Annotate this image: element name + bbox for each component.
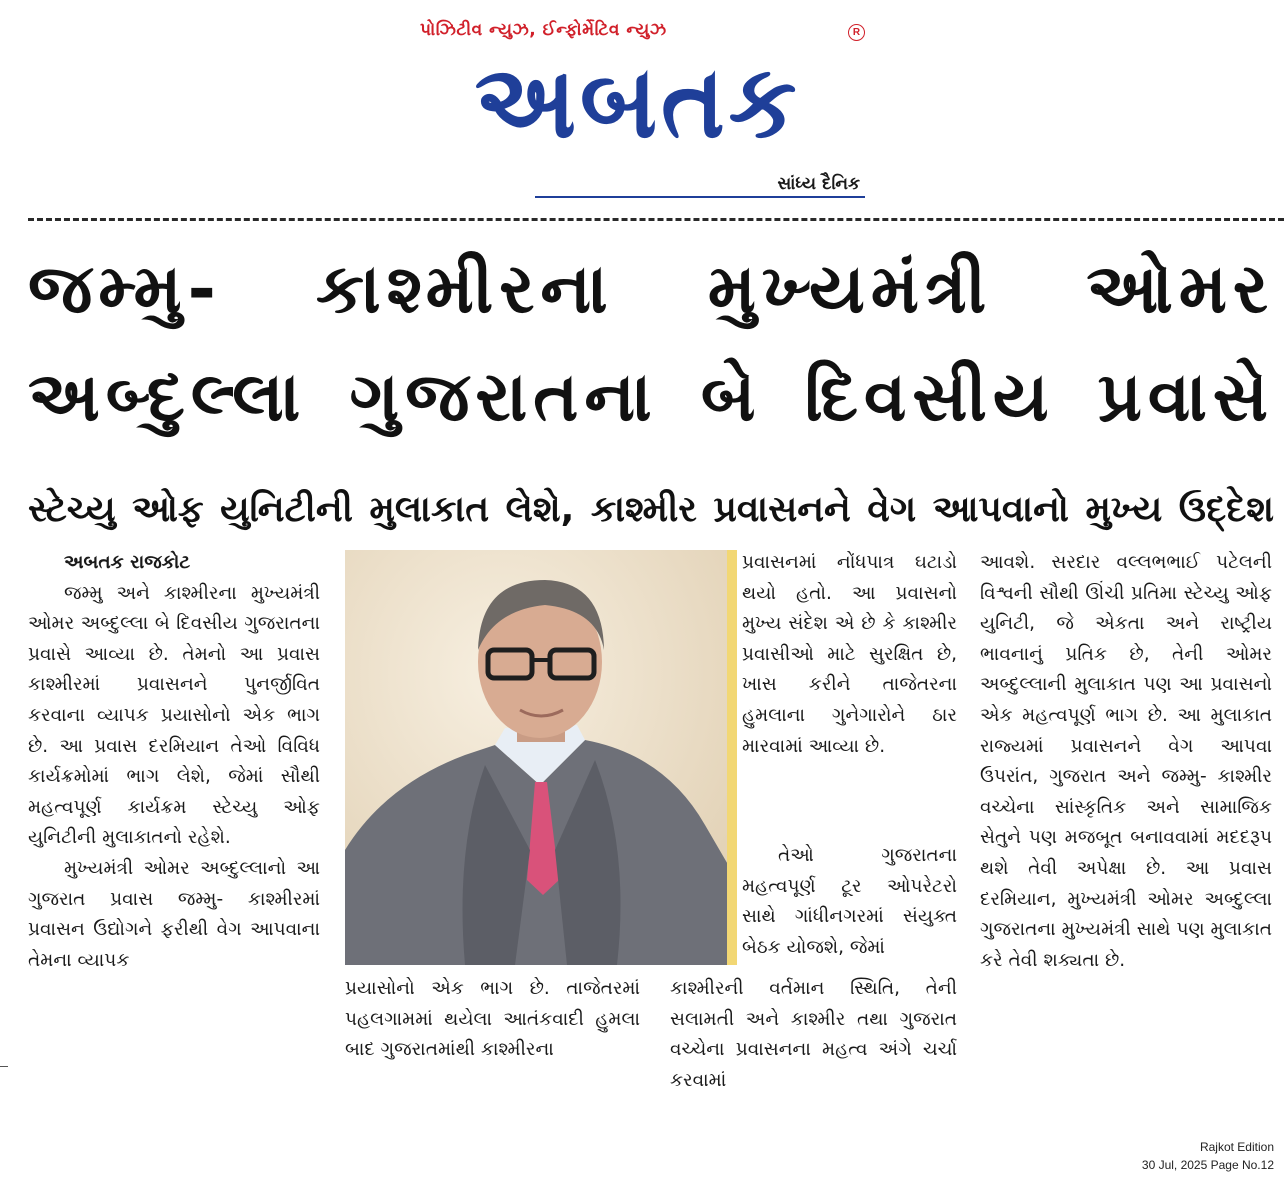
masthead-rule	[535, 196, 865, 198]
article-photo	[345, 550, 737, 965]
article-paragraph: મુખ્યમંત્રી ઓમર અબ્દુલ્લાનો આ ગુજરાત પ્રવાસ જમ્મુ- કાશ્મીરમાં પ્રવાસન ઉદ્યોગને ફરીથી વેગ આપવાના તેમના વ્યાપક	[28, 857, 320, 971]
article-paragraph: પ્રવાસનમાં નોંધપાત્ર ઘટાડો થયો હતો. આ પ્રવાસનો મુખ્ય સંદેશ એ છે કે કાશ્મીર પ્રવાસીઓ માટે સુરક્ષિત છે, ખાસ કરીને તાજેતરના હુમલાના ગુનેગારોને ઠાર મારવામાં આવ્યા છે.	[742, 552, 957, 757]
article-paragraph: પ્રયાસોનો એક ભાગ છે. તાજેતરમાં પહલગામમાં થયેલા આતંકવાદી હુમલા બાદ ગુજરાતમાંથી કાશ્મીરના	[345, 978, 640, 1061]
edition-type: સાંધ્ય દૈનિક	[777, 174, 860, 194]
edition-name: Rajkot Edition	[1199, 1140, 1274, 1154]
article-column-3-bottom	[670, 974, 957, 1124]
article-column-1	[28, 548, 320, 1128]
article-column-2	[345, 974, 640, 1124]
headline-line-2: અબ્દુલ્લા ગુજરાતના બે દિવસીય પ્રવાસે	[28, 358, 1274, 437]
masthead	[415, 18, 865, 203]
page-footer	[1142, 1138, 1274, 1174]
byline: અબતક રાજકોટ	[64, 552, 191, 573]
article-paragraph: કાશ્મીરની વર્તમાન સ્થિતિ, તેની સલામતી અને કાશ્મીર તથા ગુજરાત વચ્ચેના પ્રવાસનના મહત્વ અંગે ચર્ચા કરવામાં	[670, 978, 957, 1091]
headline-line-1: જમ્મુ- કાશ્મીરના મુખ્યમંત્રી ઓમર	[28, 250, 1274, 329]
section-divider	[28, 218, 1284, 221]
newspaper-logo: અબતક	[474, 43, 801, 161]
article-column-3-middle	[742, 841, 957, 958]
article-column-3-top	[742, 548, 957, 833]
photo-edge-strip	[727, 550, 737, 965]
subheadline: સ્ટેચ્યુ ઓફ યુનિટીની મુલાકાત લેશે, કાશ્મીર પ્રવાસનને વેગ આપવાનો મુખ્ય ઉદ્દેશ	[28, 489, 1274, 530]
article-paragraph: આવશે. સરદાર વલ્લભભાઈ પટેલની વિશ્વની સૌથી ઊંચી પ્રતિમા સ્ટેચ્યુ ઓફ યુનિટી, જે એકતા અને રાષ્ટ્રીય ભાવનાનું પ્રતિક છે, તેની ઓમર અબ્દુલ્લાની મુલાકાત પણ આ પ્રવાસનો એક મહત્વપૂર્ણ ભાગ છે. આ મુલાકાત રાજ્યમાં પ્રવાસનને વેગ આપવા ઉપરાંત, ગુજરાત અને જમ્મુ- કાશ્મીર વચ્ચેના સાંસ્કૃતિક અને સામાજિક સેતુને પણ મજબૂત બનાવવામાં મદદરૂપ થશે તેવી અપેક્ષા છે. આ પ્રવાસ દરમિયાન, મુખ્યમંત્રી ઓમર અબ્દુલ્લા ગુજરાતના મુખ્યમંત્રી સાથે પણ મુલાકાત કરે તેવી શક્યતા છે.	[980, 552, 1272, 971]
article-paragraph: જમ્મુ અને કાશ્મીરના મુખ્યમંત્રી ઓમર અબ્દુલ્લા બે દિવસીય ગુજરાતના પ્રવાસે આવ્યા છે. તેમનો આ પ્રવાસ કાશ્મીરમાં પ્રવાસનને પુનર્જીવિત કરવાના વ્યાપક પ્રયાસોનો એક ભાગ છે. આ પ્રવાસ દરમિયાન તેઓ વિવિધ કાર્યક્રમોમાં ભાગ લેશે, જેમાં સૌથી મહત્વપૂર્ણ કાર્યક્રમ સ્ટેચ્યુ ઓફ યુનિટીની મુલાકાતનો રહેશે.	[28, 582, 320, 849]
portrait-illustration	[345, 550, 737, 965]
margin-tick	[0, 1066, 8, 1067]
masthead-tagline: પોઝિટીવ ન્યુઝ, ઈન્ફોર્મેટિવ ન્યુઝ	[420, 20, 667, 40]
registered-trademark-icon: R	[848, 24, 865, 41]
date-page-number: 30 Jul, 2025 Page No.12	[1141, 1158, 1274, 1172]
article-paragraph: તેઓ ગુજરાતના મહત્વપૂર્ણ ટૂર ઓપરેટરો સાથે ગાંધીનગરમાં સંયુક્ત બેઠક યોજશે, જેમાં	[742, 845, 957, 958]
article-column-4	[980, 548, 1272, 1128]
